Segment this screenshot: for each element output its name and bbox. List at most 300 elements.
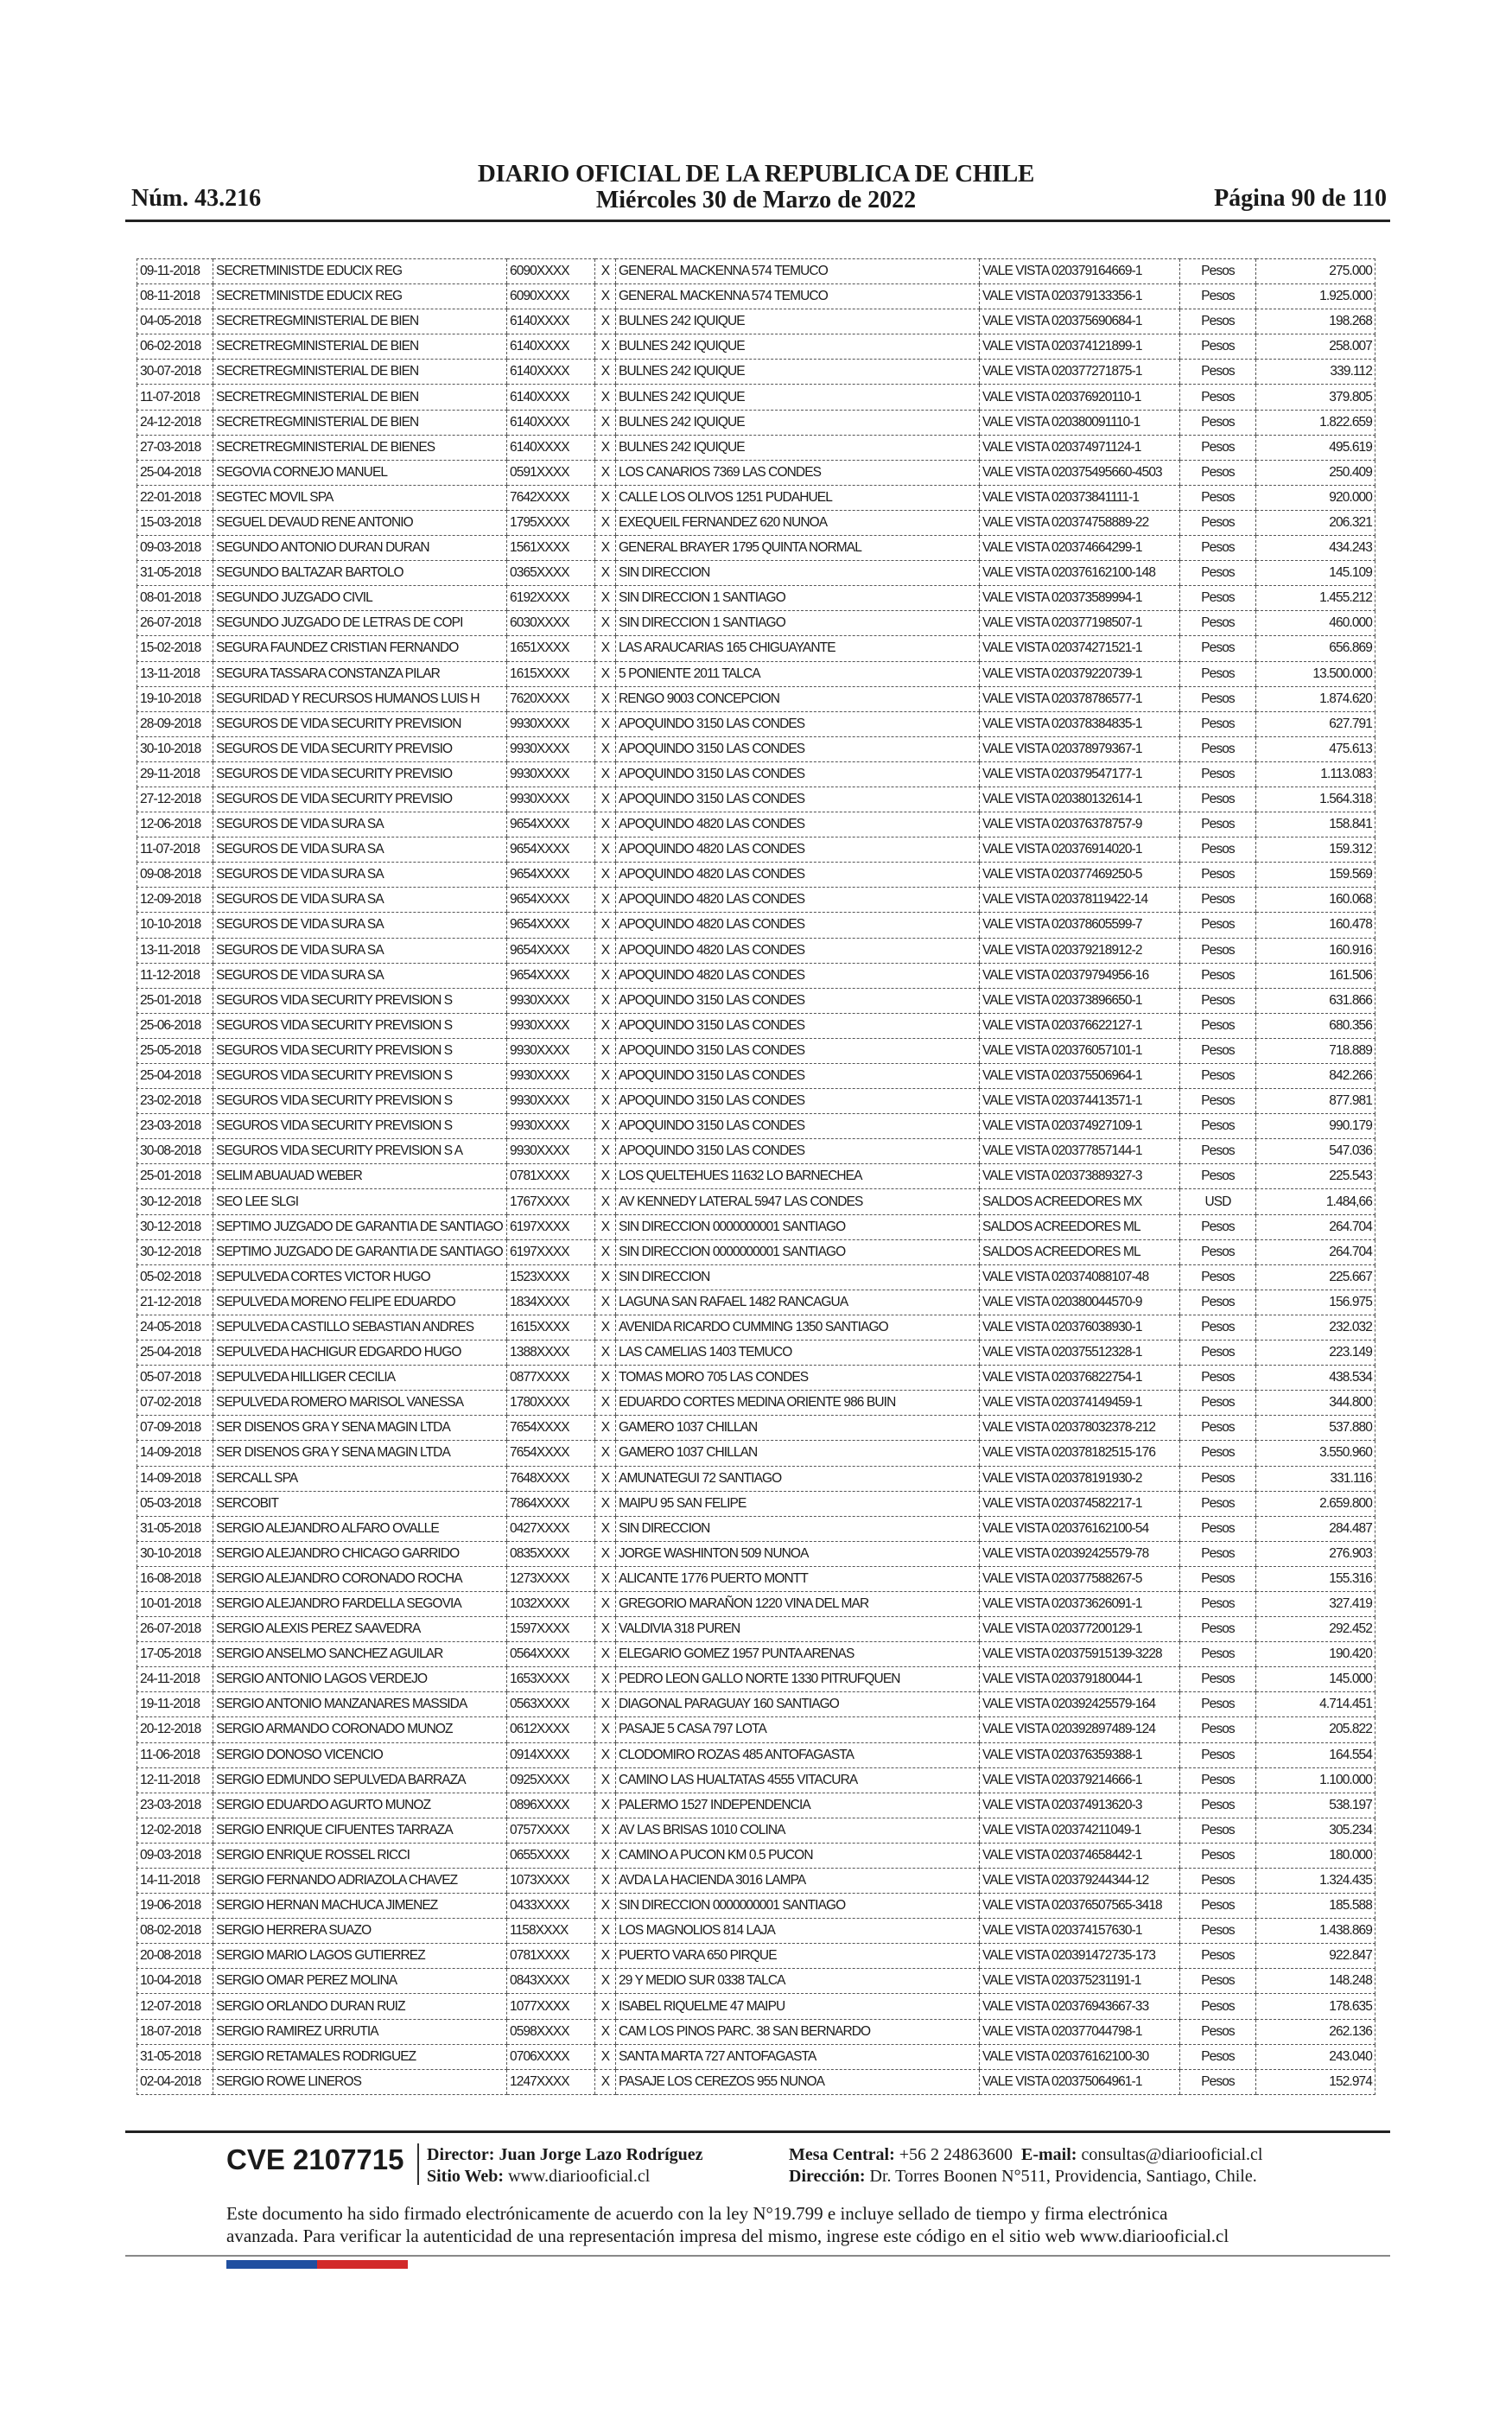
- document-cell: VALE VISTA 020376162100-30: [980, 2044, 1180, 2069]
- currency-cell: Pesos: [1180, 1064, 1256, 1089]
- rut-cell: 7620XXXX: [507, 686, 595, 711]
- document-cell: VALE VISTA 020374271521-1: [980, 636, 1180, 661]
- date-cell: 21-12-2018: [137, 1290, 213, 1315]
- currency-cell: Pesos: [1180, 360, 1256, 385]
- table-row: [137, 1290, 1375, 1315]
- name-cell: SERGIO RETAMALES RODRIGUEZ: [213, 2044, 507, 2069]
- date-cell: 11-12-2018: [137, 963, 213, 988]
- name-cell: SERGIO ANSELMO SANCHEZ AGUILAR: [213, 1642, 507, 1667]
- table-row: [137, 1416, 1375, 1441]
- address-cell: ISABEL RIQUELME 47 MAIPU: [616, 1994, 980, 2019]
- document-cell: VALE VISTA 020392425579-164: [980, 1692, 1180, 1717]
- mark-cell: X: [595, 1239, 616, 1264]
- deposits-table: [137, 258, 1375, 2095]
- currency-cell: Pesos: [1180, 611, 1256, 636]
- date-cell: 20-08-2018: [137, 1944, 213, 1969]
- amount-cell: 164.554: [1256, 1742, 1375, 1767]
- document-cell: VALE VISTA 020377469250-5: [980, 863, 1180, 888]
- amount-cell: 158.841: [1256, 812, 1375, 837]
- currency-cell: Pesos: [1180, 1341, 1256, 1366]
- date-cell: 30-07-2018: [137, 360, 213, 385]
- address-cell: APOQUINDO 3150 LAS CONDES: [616, 786, 980, 812]
- rut-cell: 1780XXXX: [507, 1391, 595, 1416]
- mark-cell: X: [595, 786, 616, 812]
- mark-cell: X: [595, 2069, 616, 2094]
- address-cell: AVDA LA HACIENDA 3016 LAMPA: [616, 1869, 980, 1894]
- document-cell: VALE VISTA 020376162100-54: [980, 1516, 1180, 1541]
- mark-cell: X: [595, 1416, 616, 1441]
- date-cell: 25-06-2018: [137, 1013, 213, 1038]
- table-row: [137, 1064, 1375, 1089]
- currency-cell: Pesos: [1180, 1391, 1256, 1416]
- document-cell: VALE VISTA 020378786577-1: [980, 686, 1180, 711]
- table-row: [137, 1591, 1375, 1616]
- document-cell: VALE VISTA 020377271875-1: [980, 360, 1180, 385]
- amount-cell: 3.550.960: [1256, 1441, 1375, 1466]
- document-cell: VALE VISTA 020376038930-1: [980, 1315, 1180, 1340]
- amount-cell: 438.534: [1256, 1366, 1375, 1391]
- mark-cell: X: [595, 611, 616, 636]
- name-cell: SEGUROS VIDA SECURITY PREVISION S: [213, 1114, 507, 1139]
- date-cell: 09-08-2018: [137, 863, 213, 888]
- issue-date: Miércoles 30 de Marzo de 2022: [595, 187, 917, 213]
- address-cell: APOQUINDO 3150 LAS CONDES: [616, 1089, 980, 1114]
- address-cell: SIN DIRECCION 1 SANTIAGO: [616, 586, 980, 611]
- name-cell: SEGUROS VIDA SECURITY PREVISION S A: [213, 1139, 507, 1164]
- amount-cell: 920.000: [1256, 485, 1375, 510]
- document-cell: VALE VISTA 020379547177-1: [980, 761, 1180, 786]
- mark-cell: X: [595, 1341, 616, 1366]
- document-cell: VALE VISTA 020376920110-1: [980, 385, 1180, 410]
- document-cell: VALE VISTA 020379180044-1: [980, 1667, 1180, 1692]
- document-cell: VALE VISTA 020376162100-148: [980, 561, 1180, 586]
- date-cell: 07-02-2018: [137, 1391, 213, 1416]
- rut-cell: 0612XXXX: [507, 1717, 595, 1742]
- rut-cell: 9930XXXX: [507, 761, 595, 786]
- name-cell: SER DISENOS GRA Y SENA MAGIN LTDA: [213, 1416, 507, 1441]
- mark-cell: X: [595, 485, 616, 510]
- amount-cell: 475.613: [1256, 736, 1375, 761]
- currency-cell: Pesos: [1180, 410, 1256, 435]
- name-cell: SEO LEE SLGI: [213, 1189, 507, 1214]
- address-cell: APOQUINDO 3150 LAS CONDES: [616, 1038, 980, 1063]
- rut-cell: 0564XXXX: [507, 1642, 595, 1667]
- currency-cell: Pesos: [1180, 1013, 1256, 1038]
- date-cell: 25-01-2018: [137, 988, 213, 1013]
- table-row: [137, 385, 1375, 410]
- rut-cell: 6140XXXX: [507, 435, 595, 460]
- currency-cell: Pesos: [1180, 1164, 1256, 1189]
- currency-cell: Pesos: [1180, 385, 1256, 410]
- address-cell: GAMERO 1037 CHILLAN: [616, 1441, 980, 1466]
- date-cell: 23-03-2018: [137, 1793, 213, 1818]
- table-row: [137, 1189, 1375, 1214]
- address-cell: SIN DIRECCION 0000000001 SANTIAGO: [616, 1894, 980, 1919]
- amount-cell: 495.619: [1256, 435, 1375, 460]
- amount-cell: 1.925.000: [1256, 284, 1375, 309]
- currency-cell: USD: [1180, 1189, 1256, 1214]
- table-row: [137, 360, 1375, 385]
- document-cell: VALE VISTA 020375064961-1: [980, 2069, 1180, 2094]
- document-cell: VALE VISTA 020379164669-1: [980, 259, 1180, 284]
- mark-cell: X: [595, 460, 616, 485]
- table-row: [137, 1767, 1375, 1793]
- address-cell: BULNES 242 IQUIQUE: [616, 435, 980, 460]
- amount-cell: 198.268: [1256, 309, 1375, 334]
- address-cell: GENERAL BRAYER 1795 QUINTA NORMAL: [616, 536, 980, 561]
- name-cell: SERGIO EDMUNDO SEPULVEDA BARRAZA: [213, 1767, 507, 1793]
- date-cell: 16-08-2018: [137, 1566, 213, 1591]
- address-cell: PUERTO VARA 650 PIRQUE: [616, 1944, 980, 1969]
- name-cell: SEGURIDAD Y RECURSOS HUMANOS LUIS H: [213, 686, 507, 711]
- email-link[interactable]: consultas@diariooficial.cl: [1081, 2145, 1263, 2164]
- date-cell: 15-03-2018: [137, 510, 213, 535]
- rut-cell: 9930XXXX: [507, 1064, 595, 1089]
- rut-cell: 0591XXXX: [507, 460, 595, 485]
- name-cell: SEPTIMO JUZGADO DE GARANTIA DE SANTIAGO: [213, 1239, 507, 1264]
- address-cell: 5 PONIENTE 2011 TALCA: [616, 661, 980, 686]
- rut-cell: 6140XXXX: [507, 360, 595, 385]
- name-cell: SERGIO ALEXIS PEREZ SAAVEDRA: [213, 1617, 507, 1642]
- address-cell: SIN DIRECCION: [616, 1516, 980, 1541]
- mark-cell: X: [595, 1089, 616, 1114]
- mark-cell: X: [595, 736, 616, 761]
- address-cell: CLODOMIRO ROZAS 485 ANTOFAGASTA: [616, 1742, 980, 1767]
- name-cell: SEGUROS DE VIDA SURA SA: [213, 913, 507, 938]
- name-cell: SEGUNDO BALTAZAR BARTOLO: [213, 561, 507, 586]
- amount-cell: 1.100.000: [1256, 1767, 1375, 1793]
- date-cell: 05-07-2018: [137, 1366, 213, 1391]
- document-cell: VALE VISTA 020375690684-1: [980, 309, 1180, 334]
- currency-cell: Pesos: [1180, 1264, 1256, 1290]
- date-cell: 17-05-2018: [137, 1642, 213, 1667]
- amount-cell: 877.981: [1256, 1089, 1375, 1114]
- name-cell: SEGUROS VIDA SECURITY PREVISION S: [213, 1089, 507, 1114]
- amount-cell: 145.000: [1256, 1667, 1375, 1692]
- mark-cell: X: [595, 1742, 616, 1767]
- currency-cell: Pesos: [1180, 1566, 1256, 1591]
- date-cell: 28-09-2018: [137, 711, 213, 736]
- mark-cell: X: [595, 1541, 616, 1566]
- date-cell: 11-06-2018: [137, 1742, 213, 1767]
- document-cell: SALDOS ACREEDORES ML: [980, 1239, 1180, 1264]
- currency-cell: Pesos: [1180, 2069, 1256, 2094]
- table-row: [137, 1793, 1375, 1818]
- rut-cell: 0427XXXX: [507, 1516, 595, 1541]
- address-cell: SIN DIRECCION: [616, 561, 980, 586]
- table-row: [137, 1038, 1375, 1063]
- rut-cell: 7642XXXX: [507, 485, 595, 510]
- table-row: [137, 1667, 1375, 1692]
- date-cell: 25-01-2018: [137, 1164, 213, 1189]
- table-row: [137, 259, 1375, 284]
- amount-cell: 225.667: [1256, 1264, 1375, 1290]
- document-cell: VALE VISTA 020374971124-1: [980, 435, 1180, 460]
- table-row: [137, 1692, 1375, 1717]
- footer-bottom-divider: [125, 2255, 1390, 2257]
- currency-cell: Pesos: [1180, 1869, 1256, 1894]
- address-cell: APOQUINDO 3150 LAS CONDES: [616, 1013, 980, 1038]
- table-row: [137, 1516, 1375, 1541]
- mark-cell: X: [595, 1919, 616, 1944]
- currency-cell: Pesos: [1180, 1767, 1256, 1793]
- mark-cell: X: [595, 686, 616, 711]
- date-cell: 20-12-2018: [137, 1717, 213, 1742]
- address-cell: APOQUINDO 4820 LAS CONDES: [616, 888, 980, 913]
- site-link[interactable]: www.diariooficial.cl: [508, 2167, 651, 2186]
- table-row: [137, 485, 1375, 510]
- amount-cell: 1.874.620: [1256, 686, 1375, 711]
- table-row: [137, 1894, 1375, 1919]
- table-row: [137, 1742, 1375, 1767]
- amount-cell: 190.420: [1256, 1642, 1375, 1667]
- document-cell: VALE VISTA 020377857144-1: [980, 1139, 1180, 1164]
- currency-cell: Pesos: [1180, 1692, 1256, 1717]
- rut-cell: 1077XXXX: [507, 1994, 595, 2019]
- name-cell: SERGIO ALEJANDRO CORONADO ROCHA: [213, 1566, 507, 1591]
- document-cell: SALDOS ACREEDORES MX: [980, 1189, 1180, 1214]
- table-row: [137, 963, 1375, 988]
- address-cell: APOQUINDO 4820 LAS CONDES: [616, 938, 980, 963]
- issue-number: Núm. 43.216: [131, 185, 262, 212]
- document-cell: VALE VISTA 020378979367-1: [980, 736, 1180, 761]
- amount-cell: 180.000: [1256, 1843, 1375, 1868]
- email-label: E-mail:: [1021, 2145, 1077, 2164]
- amount-cell: 331.116: [1256, 1466, 1375, 1491]
- document-cell: VALE VISTA 020374211049-1: [980, 1818, 1180, 1843]
- amount-cell: 1.455.212: [1256, 586, 1375, 611]
- name-cell: SEGUROS DE VIDA SURA SA: [213, 963, 507, 988]
- amount-cell: 2.659.800: [1256, 1491, 1375, 1516]
- table-row: [137, 2019, 1375, 2044]
- mark-cell: X: [595, 586, 616, 611]
- currency-cell: Pesos: [1180, 259, 1256, 284]
- table-row: [137, 1541, 1375, 1566]
- name-cell: SERGIO ROWE LINEROS: [213, 2069, 507, 2094]
- currency-cell: Pesos: [1180, 888, 1256, 913]
- footer-divider: [125, 2130, 1390, 2133]
- rut-cell: 9930XXXX: [507, 711, 595, 736]
- mark-cell: X: [595, 510, 616, 535]
- amount-cell: 13.500.000: [1256, 661, 1375, 686]
- currency-cell: Pesos: [1180, 1214, 1256, 1239]
- table-row: [137, 1164, 1375, 1189]
- table-row: [137, 938, 1375, 963]
- table-row: [137, 334, 1375, 360]
- legal-line-1: Este documento ha sido firmado electrónicamente de acuerdo con la ley N°19.799 e incluye sellado de tiempo y firma electrónica: [226, 2203, 1168, 2224]
- date-cell: 04-05-2018: [137, 309, 213, 334]
- mark-cell: X: [595, 284, 616, 309]
- document-cell: VALE VISTA 020392425579-78: [980, 1541, 1180, 1566]
- name-cell: SERGIO ALEJANDRO CHICAGO GARRIDO: [213, 1541, 507, 1566]
- currency-cell: Pesos: [1180, 309, 1256, 334]
- date-cell: 23-02-2018: [137, 1089, 213, 1114]
- name-cell: SEGUNDO ANTONIO DURAN DURAN: [213, 536, 507, 561]
- date-cell: 30-10-2018: [137, 1541, 213, 1566]
- mark-cell: X: [595, 963, 616, 988]
- name-cell: SEGUROS DE VIDA SURA SA: [213, 837, 507, 863]
- date-cell: 25-05-2018: [137, 1038, 213, 1063]
- currency-cell: Pesos: [1180, 435, 1256, 460]
- date-cell: 14-09-2018: [137, 1441, 213, 1466]
- name-cell: SEGOVIA CORNEJO MANUEL: [213, 460, 507, 485]
- date-cell: 13-11-2018: [137, 661, 213, 686]
- date-cell: 30-12-2018: [137, 1214, 213, 1239]
- address-cell: DIAGONAL PARAGUAY 160 SANTIAGO: [616, 1692, 980, 1717]
- rut-cell: 0835XXXX: [507, 1541, 595, 1566]
- mark-cell: X: [595, 1315, 616, 1340]
- amount-cell: 627.791: [1256, 711, 1375, 736]
- address-cell: APOQUINDO 4820 LAS CONDES: [616, 812, 980, 837]
- table-row: [137, 1843, 1375, 1868]
- table-row: [137, 1642, 1375, 1667]
- table-row: [137, 1315, 1375, 1340]
- document-cell: VALE VISTA 020375506964-1: [980, 1064, 1180, 1089]
- amount-cell: 206.321: [1256, 510, 1375, 535]
- mark-cell: X: [595, 1038, 616, 1063]
- currency-cell: Pesos: [1180, 837, 1256, 863]
- date-cell: 31-05-2018: [137, 1516, 213, 1541]
- rut-cell: 6140XXXX: [507, 410, 595, 435]
- address-cell: APOQUINDO 4820 LAS CONDES: [616, 913, 980, 938]
- amount-cell: 1.564.318: [1256, 786, 1375, 812]
- currency-cell: Pesos: [1180, 1441, 1256, 1466]
- address-cell: TOMAS MORO 705 LAS CONDES: [616, 1366, 980, 1391]
- mark-cell: X: [595, 1491, 616, 1516]
- mark-cell: X: [595, 334, 616, 360]
- mark-cell: X: [595, 410, 616, 435]
- date-cell: 12-11-2018: [137, 1767, 213, 1793]
- date-cell: 06-02-2018: [137, 334, 213, 360]
- document-cell: VALE VISTA 020373589994-1: [980, 586, 1180, 611]
- date-cell: 30-08-2018: [137, 1139, 213, 1164]
- date-cell: 24-11-2018: [137, 1667, 213, 1692]
- amount-cell: 276.903: [1256, 1541, 1375, 1566]
- table-row: [137, 1366, 1375, 1391]
- amount-cell: 160.478: [1256, 913, 1375, 938]
- address-cell: GENERAL MACKENNA 574 TEMUCO: [616, 259, 980, 284]
- document-cell: VALE VISTA 020374088107-48: [980, 1264, 1180, 1290]
- amount-cell: 718.889: [1256, 1038, 1375, 1063]
- mark-cell: X: [595, 1013, 616, 1038]
- director-block: [427, 2144, 703, 2188]
- table-row: [137, 812, 1375, 837]
- currency-cell: Pesos: [1180, 586, 1256, 611]
- rut-cell: 9654XXXX: [507, 837, 595, 863]
- currency-cell: Pesos: [1180, 1591, 1256, 1616]
- document-cell: SALDOS ACREEDORES ML: [980, 1214, 1180, 1239]
- name-cell: SER DISENOS GRA Y SENA MAGIN LTDA: [213, 1441, 507, 1466]
- address-cell: EDUARDO CORTES MEDINA ORIENTE 986 BUIN: [616, 1391, 980, 1416]
- rut-cell: 9654XXXX: [507, 938, 595, 963]
- name-cell: SERGIO ALEJANDRO ALFARO OVALLE: [213, 1516, 507, 1541]
- document-cell: VALE VISTA 020376057101-1: [980, 1038, 1180, 1063]
- name-cell: SEGUROS DE VIDA SECURITY PREVISION: [213, 711, 507, 736]
- table-row: [137, 1919, 1375, 1944]
- address-cell: SANTA MARTA 727 ANTOFAGASTA: [616, 2044, 980, 2069]
- name-cell: SEPULVEDA ROMERO MARISOL VANESSA: [213, 1391, 507, 1416]
- date-cell: 27-03-2018: [137, 435, 213, 460]
- name-cell: SERCOBIT: [213, 1491, 507, 1516]
- rut-cell: 6090XXXX: [507, 284, 595, 309]
- rut-cell: 1615XXXX: [507, 1315, 595, 1340]
- address-cell: GREGORIO MARAÑON 1220 VINA DEL MAR: [616, 1591, 980, 1616]
- mark-cell: X: [595, 1139, 616, 1164]
- name-cell: SEGURA FAUNDEZ CRISTIAN FERNANDO: [213, 636, 507, 661]
- document-cell: VALE VISTA 020376359388-1: [980, 1742, 1180, 1767]
- document-cell: VALE VISTA 020377588267-5: [980, 1566, 1180, 1591]
- address-cell: MAIPU 95 SAN FELIPE: [616, 1491, 980, 1516]
- newspaper-title: DIARIO OFICIAL DE LA REPUBLICA DE CHILE: [477, 160, 1035, 188]
- amount-cell: 1.484,66: [1256, 1189, 1375, 1214]
- rut-cell: 1653XXXX: [507, 1667, 595, 1692]
- amount-cell: 990.179: [1256, 1114, 1375, 1139]
- rut-cell: 0655XXXX: [507, 1843, 595, 1868]
- amount-cell: 434.243: [1256, 536, 1375, 561]
- address-cell: VALDIVIA 318 PUREN: [616, 1617, 980, 1642]
- address-cell: AMUNATEGUI 72 SANTIAGO: [616, 1466, 980, 1491]
- mark-cell: X: [595, 1264, 616, 1290]
- amount-cell: 148.248: [1256, 1969, 1375, 1994]
- address-cell: PALERMO 1527 INDEPENDENCIA: [616, 1793, 980, 1818]
- currency-cell: Pesos: [1180, 1239, 1256, 1264]
- amount-cell: 292.452: [1256, 1617, 1375, 1642]
- document-cell: VALE VISTA 020379214666-1: [980, 1767, 1180, 1793]
- currency-cell: Pesos: [1180, 1491, 1256, 1516]
- mark-cell: X: [595, 1894, 616, 1919]
- mark-cell: X: [595, 636, 616, 661]
- currency-cell: Pesos: [1180, 510, 1256, 535]
- rut-cell: 6192XXXX: [507, 586, 595, 611]
- table-row: [137, 1466, 1375, 1491]
- header-divider: [125, 220, 1390, 222]
- rut-cell: 6197XXXX: [507, 1214, 595, 1239]
- rut-cell: 0365XXXX: [507, 561, 595, 586]
- amount-cell: 155.316: [1256, 1566, 1375, 1591]
- table-row: [137, 1969, 1375, 1994]
- address-cell: APOQUINDO 3150 LAS CONDES: [616, 761, 980, 786]
- currency-cell: Pesos: [1180, 863, 1256, 888]
- address-cell: LAGUNA SAN RAFAEL 1482 RANCAGUA: [616, 1290, 980, 1315]
- rut-cell: 1615XXXX: [507, 661, 595, 686]
- mark-cell: X: [595, 1843, 616, 1868]
- mark-cell: X: [595, 1667, 616, 1692]
- date-cell: 08-11-2018: [137, 284, 213, 309]
- name-cell: SEPULVEDA CORTES VICTOR HUGO: [213, 1264, 507, 1290]
- flag-bar-blue: [226, 2260, 317, 2269]
- amount-cell: 305.234: [1256, 1818, 1375, 1843]
- name-cell: SERGIO ANTONIO MANZANARES MASSIDA: [213, 1692, 507, 1717]
- amount-cell: 250.409: [1256, 460, 1375, 485]
- address-cell: AVENIDA RICARDO CUMMING 1350 SANTIAGO: [616, 1315, 980, 1340]
- table-row: [137, 761, 1375, 786]
- amount-cell: 161.506: [1256, 963, 1375, 988]
- address-cell: CAMINO A PUCON KM 0.5 PUCON: [616, 1843, 980, 1868]
- currency-cell: Pesos: [1180, 1089, 1256, 1114]
- name-cell: SEGUROS DE VIDA SECURITY PREVISIO: [213, 736, 507, 761]
- name-cell: SERGIO ARMANDO CORONADO MUNOZ: [213, 1717, 507, 1742]
- legal-line-2: avanzada. Para verificar la autenticidad de una representación impresa del mismo, ingrese este código en el sitio web www.diariooficial.cl: [226, 2226, 1229, 2246]
- document-cell: VALE VISTA 020378119422-14: [980, 888, 1180, 913]
- document-cell: VALE VISTA 020373896650-1: [980, 988, 1180, 1013]
- name-cell: SERGIO ENRIQUE ROSSEL RICCI: [213, 1843, 507, 1868]
- mesa-label: Mesa Central:: [789, 2145, 895, 2164]
- amount-cell: 152.974: [1256, 2069, 1375, 2094]
- rut-cell: 0706XXXX: [507, 2044, 595, 2069]
- amount-cell: 160.916: [1256, 938, 1375, 963]
- table-row: [137, 1341, 1375, 1366]
- date-cell: 19-11-2018: [137, 1692, 213, 1717]
